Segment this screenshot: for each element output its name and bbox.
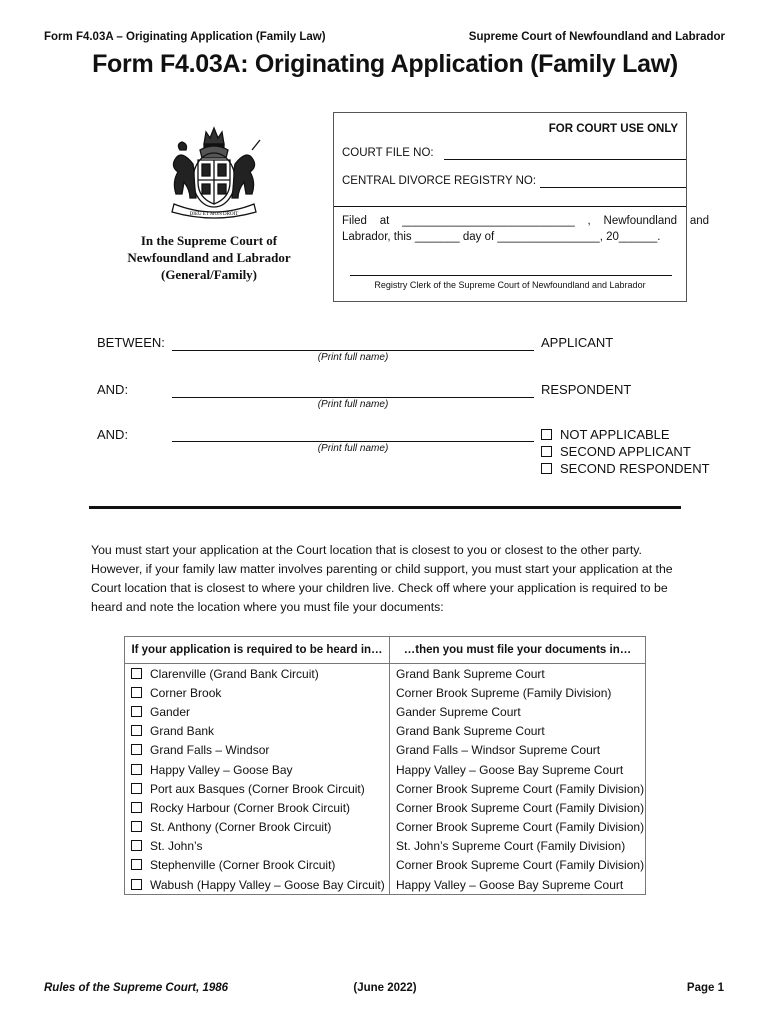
file-in-cell: Happy Valley – Goose Bay Supreme Court	[390, 875, 646, 895]
applicant-label: APPLICANT	[541, 335, 614, 350]
page-number: Page 1	[686, 982, 724, 994]
filed-at-line: Filed at ___________________________ , Newfoundland and	[342, 215, 710, 227]
clerk-signature-line[interactable]	[350, 275, 672, 276]
table-row	[125, 818, 646, 837]
checkbox[interactable]	[131, 687, 142, 698]
heard-in-cell: St. Anthony (Corner Brook Circuit)	[125, 818, 390, 837]
checkbox[interactable]	[131, 802, 142, 813]
court-locations-table	[124, 636, 646, 895]
checkbox[interactable]	[131, 840, 142, 851]
checkbox[interactable]	[131, 821, 142, 832]
checkbox[interactable]	[541, 446, 552, 457]
court-use-heading: FOR COURT USE ONLY	[548, 123, 678, 135]
print-name-caption-3: (Print full name)	[317, 443, 389, 454]
heard-in-cell: Port aux Basques (Corner Brook Circuit)	[125, 779, 390, 798]
and-label-2: AND:	[97, 427, 129, 442]
court-name-line3: (General/Family)	[160, 267, 258, 282]
registry-clerk-caption: Registry Clerk of the Supreme Court of Newfoundland and Labrador	[374, 280, 646, 290]
checkbox[interactable]	[131, 706, 142, 717]
table-row	[125, 741, 646, 760]
applicant-name-field[interactable]	[172, 350, 534, 351]
table-row	[125, 779, 646, 798]
filed-date-line: Labrador, this _______ day of ________________, 20______.	[342, 231, 661, 243]
court-file-no-field[interactable]	[444, 159, 686, 160]
heard-in-cell: Rocky Harbour (Corner Brook Circuit)	[125, 798, 390, 817]
table-row	[125, 837, 646, 856]
table-row	[125, 664, 646, 684]
instructions-paragraph: You must start your application at the Court location that is closest to you or closest to the other party. However, if your family law matter involves parenting or child support, you must start your application at the Court location that is closest to where your children live. Check off where your application is required to be heard and note the location where you must file your documents:	[91, 543, 673, 614]
header-court-name: Supreme Court of Newfoundland and Labrador	[468, 31, 725, 43]
table-row	[125, 760, 646, 779]
central-divorce-registry-label: CENTRAL DIVORCE REGISTRY NO:	[342, 175, 537, 187]
heard-in-cell: Clarenville (Grand Bank Circuit)	[125, 664, 390, 684]
third-party-options	[541, 426, 710, 477]
heard-in-cell: Grand Falls – Windsor	[125, 741, 390, 760]
option-second-respondent[interactable]: SECOND RESPONDENT	[541, 460, 710, 477]
file-in-cell: Corner Brook Supreme Court (Family Division)	[390, 856, 646, 875]
file-in-cell: St. John’s Supreme Court (Family Division)	[390, 837, 646, 856]
checkbox[interactable]	[131, 668, 142, 679]
table-row	[125, 722, 646, 741]
file-in-cell: Grand Bank Supreme Court	[390, 722, 646, 741]
page-title: Form F4.03A: Originating Application (Family Law)	[92, 50, 678, 78]
checkbox[interactable]	[131, 764, 142, 775]
print-name-caption-2: (Print full name)	[317, 399, 389, 410]
table-row	[125, 875, 646, 895]
heard-in-cell: Happy Valley – Goose Bay	[125, 760, 390, 779]
respondent-name-field[interactable]	[172, 397, 534, 398]
checkbox[interactable]	[541, 429, 552, 440]
checkbox[interactable]	[131, 859, 142, 870]
column-header-file-in: …then you must file your documents in…	[390, 637, 646, 664]
option-second-applicant[interactable]: SECOND APPLICANT	[541, 443, 710, 460]
central-divorce-registry-field[interactable]	[540, 187, 686, 188]
respondent-label: RESPONDENT	[541, 382, 632, 397]
print-name-caption-1: (Print full name)	[317, 352, 389, 363]
table-row	[125, 856, 646, 875]
crest-motto: DIEU ET MON DROIT	[189, 212, 239, 217]
column-header-heard-in: If your application is required to be heard in…	[125, 637, 390, 664]
court-use-divider	[334, 206, 686, 207]
and-label-1: AND:	[97, 382, 129, 397]
checkbox[interactable]	[131, 783, 142, 794]
checkbox[interactable]	[131, 725, 142, 736]
heard-in-cell: Wabush (Happy Valley – Goose Bay Circuit)	[125, 875, 390, 895]
checkbox[interactable]	[131, 744, 142, 755]
file-in-cell: Grand Bank Supreme Court	[390, 664, 646, 684]
court-name-line1: In the Supreme Court of	[140, 233, 278, 248]
heard-in-cell: Gander	[125, 702, 390, 721]
file-in-cell: Grand Falls – Windsor Supreme Court	[390, 741, 646, 760]
table-row	[125, 683, 646, 702]
header-form-name: Form F4.03A – Originating Application (Family Law)	[44, 31, 326, 43]
checkbox[interactable]	[541, 463, 552, 474]
between-label: BETWEEN:	[97, 335, 165, 350]
heard-in-cell: Corner Brook	[125, 683, 390, 702]
heard-in-cell: Grand Bank	[125, 722, 390, 741]
heard-in-cell: Stephenville (Corner Brook Circuit)	[125, 856, 390, 875]
court-name-line2: Newfoundland and Labrador	[127, 250, 291, 265]
table-row	[125, 702, 646, 721]
checkbox[interactable]	[131, 879, 142, 890]
option-not-applicable[interactable]: NOT APPLICABLE	[541, 426, 710, 443]
file-in-cell: Corner Brook Supreme Court (Family Division)	[390, 779, 646, 798]
coat-of-arms-icon	[160, 120, 268, 220]
file-in-cell: Gander Supreme Court	[390, 702, 646, 721]
court-use-box	[333, 112, 710, 302]
footer-rules: Rules of the Supreme Court, 1986	[44, 982, 229, 994]
file-in-cell: Corner Brook Supreme (Family Division)	[390, 683, 646, 702]
table-row	[125, 798, 646, 817]
file-in-cell: Corner Brook Supreme Court (Family Division)	[390, 818, 646, 837]
heard-in-cell: St. John’s	[125, 837, 390, 856]
file-in-cell: Happy Valley – Goose Bay Supreme Court	[390, 760, 646, 779]
footer-date: (June 2022)	[353, 982, 417, 994]
file-in-cell: Corner Brook Supreme Court (Family Division)	[390, 798, 646, 817]
section-divider	[89, 506, 681, 509]
third-party-name-field[interactable]	[172, 441, 534, 442]
court-file-no-label: COURT FILE NO:	[342, 147, 434, 159]
